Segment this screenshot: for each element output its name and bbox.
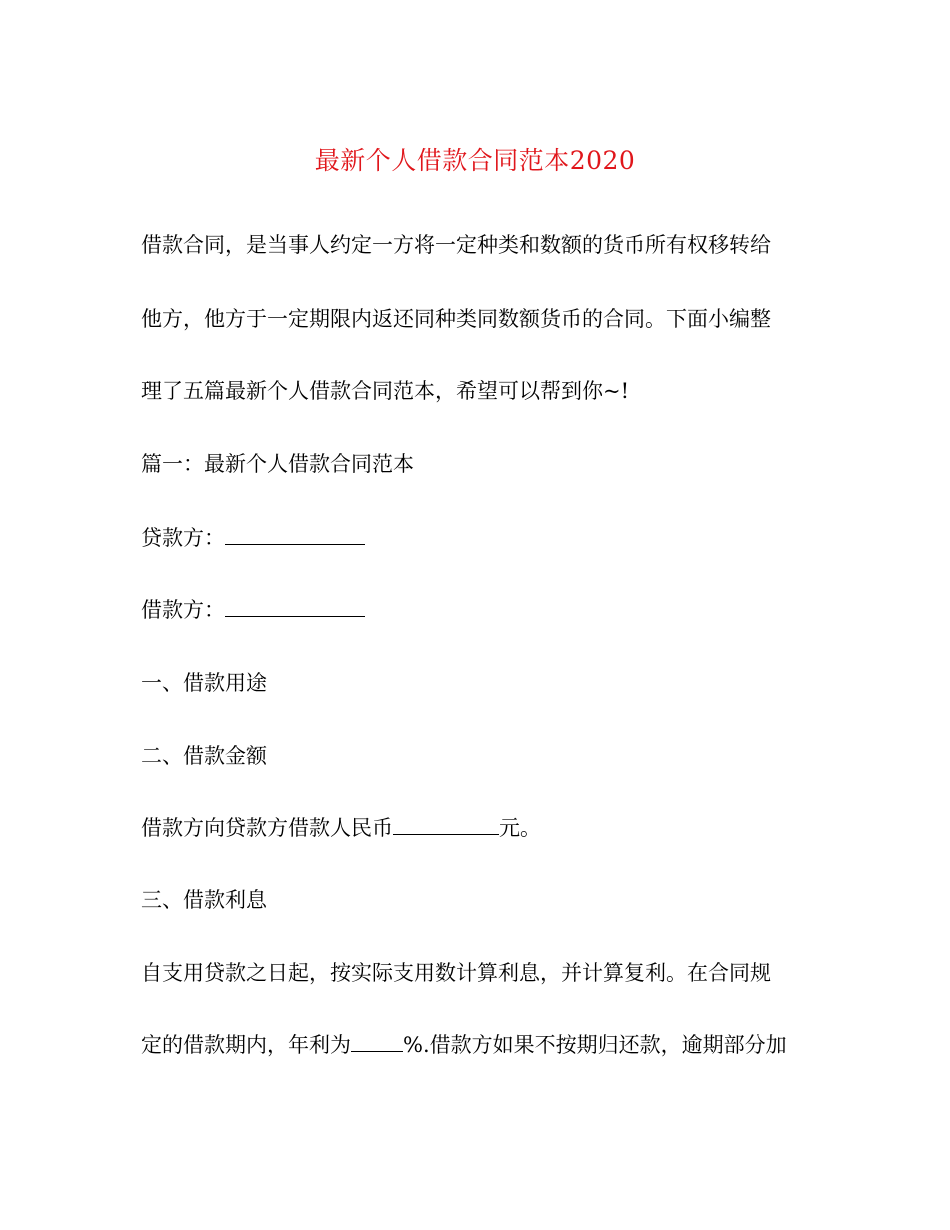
clause-2-text-before: 借款方向贷款方借款人民币 [141,816,393,840]
lender-blank [225,526,365,545]
clause-3-line-1: 自支用贷款之日起，按实际支用数计算利息，并计算复利。在合同规 [141,961,771,985]
borrower-label: 借款方： [141,598,225,622]
intro-line-3: 理了五篇最新个人借款合同范本，希望可以帮到你~! [141,379,630,403]
borrower-blank [225,598,365,617]
clause-2-text-after: 元。 [499,816,541,840]
section-heading: 篇一：最新个人借款合同范本 [141,452,414,476]
lender-label: 贷款方： [141,526,225,550]
clause-1-heading: 一、借款用途 [141,671,267,695]
intro-line-1: 借款合同，是当事人约定一方将一定种类和数额的货币所有权移转给 [141,233,771,257]
lender-field [141,523,365,553]
clause-3-heading: 三、借款利息 [141,888,267,912]
borrower-field [141,595,365,625]
intro-line-2: 他方，他方于一定期限内返还同种类同数额货币的合同。下面小编整 [141,307,771,331]
document-title: 最新个人借款合同范本2020 [314,146,636,175]
clause-3-line-2 [141,1030,787,1060]
clause-2-text [141,813,541,843]
interest-rate-blank [351,1033,403,1052]
clause-3-line-2-before: 定的借款期内，年利为 [141,1033,351,1057]
amount-blank [393,816,499,835]
clause-3-line-2-after: %.借款方如果不按期归还款，逾期部分加 [403,1033,787,1057]
clause-2-heading: 二、借款金额 [141,744,267,768]
